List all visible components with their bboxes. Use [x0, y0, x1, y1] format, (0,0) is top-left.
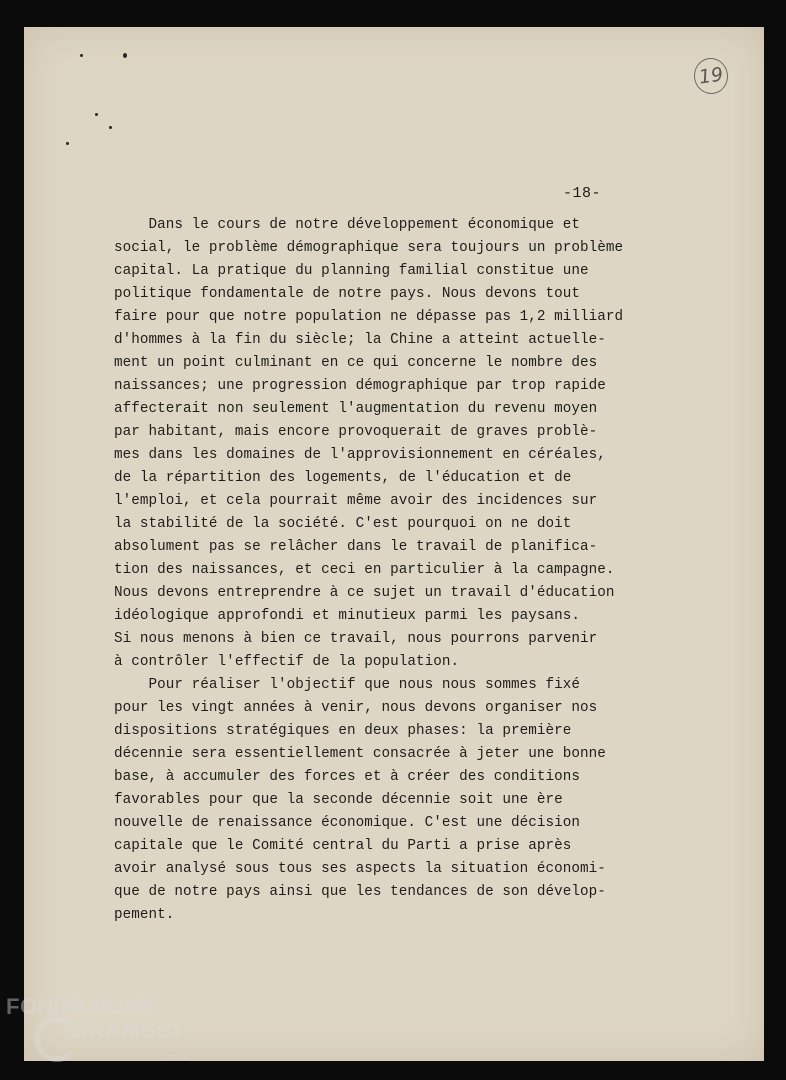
text-line: d'hommes à la fin du siècle; la Chine a atteint actuelle- — [114, 332, 606, 348]
text-line: avoir analysé sous tous ses aspects la situation économi- — [114, 861, 606, 877]
ink-speck — [109, 126, 112, 129]
text-line: capitale que le Comité central du Parti a prise après — [114, 838, 572, 854]
text-line: à contrôler l'effectif de la population. — [114, 654, 460, 670]
watermark-line1: FONDAZIONE — [6, 994, 157, 1019]
fondazione-gramsci-watermark — [6, 994, 206, 1074]
text-line: tion des naissances, et ceci en particulier à la campagne. — [114, 562, 615, 578]
text-line: Pour réaliser l'objectif que nous nous sommes fixé — [114, 677, 580, 693]
text-line: faire pour que notre population ne dépasse pas 1,2 milliard — [114, 309, 624, 325]
text-line: mes dans les domaines de l'approvisionnement en céréales, — [114, 447, 606, 463]
text-line: naissances; une progression démographique par trop rapide — [114, 378, 606, 394]
text-line: absolument pas se relâcher dans le travail de planifica- — [114, 539, 598, 555]
text-line: pour les vingt années à venir, nous devons organiser nos — [114, 700, 598, 716]
text-line: que de notre pays ainsi que les tendances de son dévelop- — [114, 884, 606, 900]
text-line: Dans le cours de notre développement économique et — [114, 217, 580, 233]
text-line: pement. — [114, 907, 175, 923]
text-line: politique fondamentale de notre pays. Nous devons tout — [114, 286, 580, 302]
ink-speck — [80, 54, 83, 57]
text-line: Nous devons entreprendre à ce sujet un travail d'éducation — [114, 585, 615, 601]
watermark-line2: GRAMSCI — [70, 1018, 181, 1043]
text-line: capital. La pratique du planning familial constitue une — [114, 263, 589, 279]
text-line: Si nous menons à bien ce travail, nous pourrons parvenir — [114, 631, 598, 647]
text-line: nouvelle de renaissance économique. C'est une décision — [114, 815, 580, 831]
ink-speck — [66, 142, 69, 145]
text-line: social, le problème démographique sera toujours un problème — [114, 240, 624, 256]
text-line: favorables pour que la seconde décennie soit une ère — [114, 792, 563, 808]
text-line: par habitant, mais encore provoquerait de graves problè- — [114, 424, 598, 440]
ink-speck — [123, 53, 127, 58]
text-line: base, à accumuler des forces et à créer des conditions — [114, 769, 580, 785]
text-line: idéologique approfondi et minutieux parmi les paysans. — [114, 608, 580, 624]
text-line: dispositions stratégiques en deux phases: la première — [114, 723, 572, 739]
text-line: ment un point culminant en ce qui concerne le nombre des — [114, 355, 598, 371]
ink-speck — [95, 113, 98, 116]
text-line: la stabilité de la société. C'est pourquoi on ne doit — [114, 516, 572, 532]
typed-text-body — [114, 214, 662, 927]
page-number: -18- — [563, 185, 602, 202]
watermark-tag: onlus — [166, 1052, 188, 1062]
text-line: l'emploi, et cela pourrait même avoir des incidences sur — [114, 493, 598, 509]
text-line: affecterait non seulement l'augmentation du revenu moyen — [114, 401, 598, 417]
text-line: décennie sera essentiellement consacrée à jeter une bonne — [114, 746, 606, 762]
folio-stamp: 19 — [692, 56, 731, 96]
text-line: de la répartition des logements, de l'éducation et de — [114, 470, 572, 486]
